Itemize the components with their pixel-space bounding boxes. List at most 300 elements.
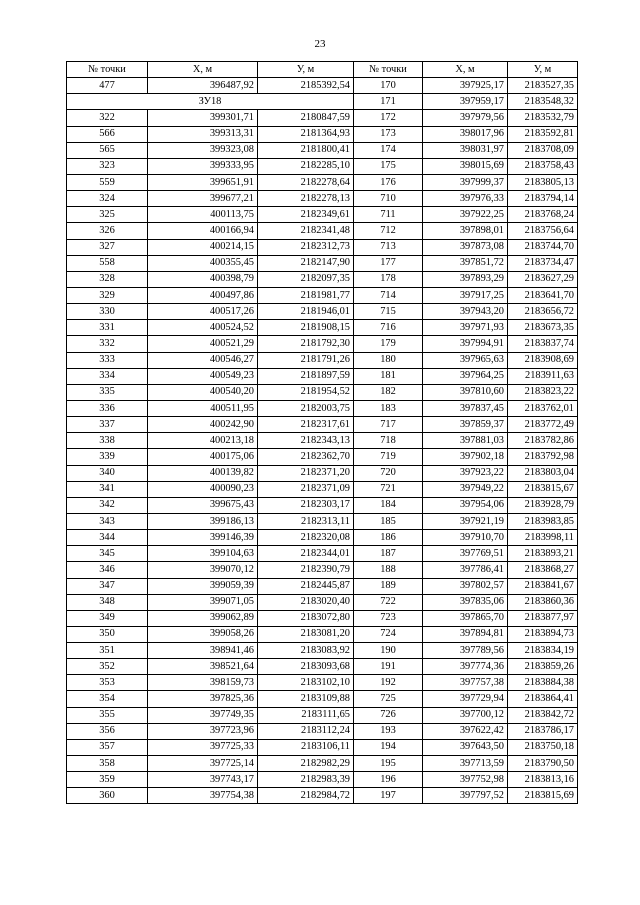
y-cell: 2182003,75 bbox=[258, 400, 354, 416]
x-cell: 397894,81 bbox=[423, 626, 508, 642]
x-cell: 399062,89 bbox=[148, 610, 258, 626]
y-cell: 2183548,32 bbox=[508, 94, 578, 110]
x-cell: 397921,19 bbox=[423, 513, 508, 529]
table-row bbox=[67, 223, 578, 239]
y-cell: 2183109,88 bbox=[258, 691, 354, 707]
y-cell: 2181800,41 bbox=[258, 142, 354, 158]
x-cell: 398017,96 bbox=[423, 126, 508, 142]
point-number-cell: 325 bbox=[67, 207, 148, 223]
y-cell: 2183744,70 bbox=[508, 239, 578, 255]
x-cell: 397789,56 bbox=[423, 643, 508, 659]
x-cell: 397774,36 bbox=[423, 659, 508, 675]
point-number-cell: 182 bbox=[354, 384, 423, 400]
x-cell: 397723,96 bbox=[148, 723, 258, 739]
point-number-cell: 329 bbox=[67, 287, 148, 303]
x-cell: 397922,25 bbox=[423, 207, 508, 223]
x-cell: 397622,42 bbox=[423, 723, 508, 739]
point-number-cell: 327 bbox=[67, 239, 148, 255]
x-cell: 399059,39 bbox=[148, 578, 258, 594]
point-number-cell: 351 bbox=[67, 643, 148, 659]
y-cell: 2183841,67 bbox=[508, 578, 578, 594]
header-point-number-right: № точки bbox=[354, 62, 423, 78]
y-cell: 2183786,17 bbox=[508, 723, 578, 739]
point-number-cell: 171 bbox=[354, 94, 423, 110]
y-cell: 2183860,36 bbox=[508, 594, 578, 610]
y-cell: 2182371,20 bbox=[258, 465, 354, 481]
table-row bbox=[67, 174, 578, 190]
x-cell: 399323,08 bbox=[148, 142, 258, 158]
y-cell: 2183803,04 bbox=[508, 465, 578, 481]
y-cell: 2183911,63 bbox=[508, 368, 578, 384]
point-number-cell: 334 bbox=[67, 368, 148, 384]
point-number-cell: 345 bbox=[67, 546, 148, 562]
point-number-cell: 719 bbox=[354, 449, 423, 465]
x-cell: 397725,33 bbox=[148, 739, 258, 755]
page-number: 23 bbox=[314, 38, 326, 50]
point-number-cell: 328 bbox=[67, 271, 148, 287]
table-row bbox=[67, 546, 578, 562]
x-cell: 397917,25 bbox=[423, 287, 508, 303]
x-cell: 398159,73 bbox=[148, 675, 258, 691]
point-number-cell: 194 bbox=[354, 739, 423, 755]
point-number-cell: 349 bbox=[67, 610, 148, 626]
y-cell: 2183112,24 bbox=[258, 723, 354, 739]
table-row bbox=[67, 207, 578, 223]
point-number-cell: 352 bbox=[67, 659, 148, 675]
point-number-cell: 173 bbox=[354, 126, 423, 142]
x-cell: 400546,27 bbox=[148, 352, 258, 368]
y-cell: 2183868,27 bbox=[508, 562, 578, 578]
point-number-cell: 196 bbox=[354, 772, 423, 788]
table-row bbox=[67, 594, 578, 610]
y-cell: 2181954,52 bbox=[258, 384, 354, 400]
y-cell: 2183842,72 bbox=[508, 707, 578, 723]
y-cell: 2183834,19 bbox=[508, 643, 578, 659]
y-cell: 2183734,47 bbox=[508, 255, 578, 271]
point-number-cell: 357 bbox=[67, 739, 148, 755]
point-number-cell: 711 bbox=[354, 207, 423, 223]
y-cell: 2183782,86 bbox=[508, 433, 578, 449]
x-cell: 397959,17 bbox=[423, 94, 508, 110]
y-cell: 2183020,40 bbox=[258, 594, 354, 610]
point-number-cell: 346 bbox=[67, 562, 148, 578]
x-cell: 399313,31 bbox=[148, 126, 258, 142]
x-cell: 397835,06 bbox=[423, 594, 508, 610]
point-number-cell: 354 bbox=[67, 691, 148, 707]
x-cell: 397810,60 bbox=[423, 384, 508, 400]
table-row bbox=[67, 691, 578, 707]
point-number-cell: 360 bbox=[67, 788, 148, 804]
point-number-cell: 353 bbox=[67, 675, 148, 691]
y-cell: 2183532,79 bbox=[508, 110, 578, 126]
table-row bbox=[67, 756, 578, 772]
table-row bbox=[67, 626, 578, 642]
y-cell: 2182285,10 bbox=[258, 158, 354, 174]
y-cell: 2182349,61 bbox=[258, 207, 354, 223]
x-cell: 397752,98 bbox=[423, 772, 508, 788]
y-cell: 2183864,41 bbox=[508, 691, 578, 707]
point-number-cell: 190 bbox=[354, 643, 423, 659]
x-cell: 398941,46 bbox=[148, 643, 258, 659]
point-number-cell: 191 bbox=[354, 659, 423, 675]
x-cell: 400175,06 bbox=[148, 449, 258, 465]
table-row bbox=[67, 513, 578, 529]
table-row bbox=[67, 433, 578, 449]
point-number-cell: 347 bbox=[67, 578, 148, 594]
table-row bbox=[67, 94, 578, 110]
table-row bbox=[67, 271, 578, 287]
table-row bbox=[67, 191, 578, 207]
y-cell: 2182312,73 bbox=[258, 239, 354, 255]
y-cell: 2182982,29 bbox=[258, 756, 354, 772]
y-cell: 2183893,21 bbox=[508, 546, 578, 562]
x-cell: 399071,05 bbox=[148, 594, 258, 610]
point-number-cell: 184 bbox=[354, 497, 423, 513]
x-cell: 397757,38 bbox=[423, 675, 508, 691]
y-cell: 2181364,93 bbox=[258, 126, 354, 142]
x-cell: 399651,91 bbox=[148, 174, 258, 190]
point-number-cell: 183 bbox=[354, 400, 423, 416]
y-cell: 2182341,48 bbox=[258, 223, 354, 239]
point-number-cell: 189 bbox=[354, 578, 423, 594]
y-cell: 2183823,22 bbox=[508, 384, 578, 400]
table-row bbox=[67, 610, 578, 626]
x-cell: 399104,63 bbox=[148, 546, 258, 562]
y-cell: 2183794,14 bbox=[508, 191, 578, 207]
point-number-cell: 559 bbox=[67, 174, 148, 190]
x-cell: 397902,18 bbox=[423, 449, 508, 465]
section-label: ЗУ18 bbox=[67, 94, 354, 110]
point-number-cell: 324 bbox=[67, 191, 148, 207]
point-number-cell: 188 bbox=[354, 562, 423, 578]
y-cell: 2182445,87 bbox=[258, 578, 354, 594]
x-cell: 397754,38 bbox=[148, 788, 258, 804]
y-cell: 2181791,26 bbox=[258, 352, 354, 368]
table-row bbox=[67, 481, 578, 497]
x-cell: 397851,72 bbox=[423, 255, 508, 271]
table-row bbox=[67, 304, 578, 320]
y-cell: 2183790,50 bbox=[508, 756, 578, 772]
table-row bbox=[67, 158, 578, 174]
point-number-cell: 193 bbox=[354, 723, 423, 739]
x-cell: 397943,20 bbox=[423, 304, 508, 320]
x-cell: 397802,57 bbox=[423, 578, 508, 594]
header-x-left: X, м bbox=[148, 62, 258, 78]
y-cell: 2183081,20 bbox=[258, 626, 354, 642]
y-cell: 2180847,59 bbox=[258, 110, 354, 126]
x-cell: 397971,93 bbox=[423, 320, 508, 336]
point-number-cell: 716 bbox=[354, 320, 423, 336]
x-cell: 398015,69 bbox=[423, 158, 508, 174]
point-number-cell: 326 bbox=[67, 223, 148, 239]
point-number-cell: 176 bbox=[354, 174, 423, 190]
table-row bbox=[67, 643, 578, 659]
y-cell: 2182303,17 bbox=[258, 497, 354, 513]
x-cell: 397865,70 bbox=[423, 610, 508, 626]
table-row bbox=[67, 465, 578, 481]
x-cell: 400139,82 bbox=[148, 465, 258, 481]
table-row bbox=[67, 449, 578, 465]
point-number-cell: 192 bbox=[354, 675, 423, 691]
point-number-cell: 333 bbox=[67, 352, 148, 368]
point-number-cell: 175 bbox=[354, 158, 423, 174]
point-number-cell: 343 bbox=[67, 513, 148, 529]
point-number-cell: 336 bbox=[67, 400, 148, 416]
x-cell: 397925,17 bbox=[423, 78, 508, 94]
y-cell: 2183527,35 bbox=[508, 78, 578, 94]
table-row bbox=[67, 384, 578, 400]
x-cell: 397700,12 bbox=[423, 707, 508, 723]
table-row bbox=[67, 78, 578, 94]
y-cell: 2182390,79 bbox=[258, 562, 354, 578]
table-row bbox=[67, 675, 578, 691]
y-cell: 2183768,24 bbox=[508, 207, 578, 223]
x-cell: 397729,94 bbox=[423, 691, 508, 707]
point-number-cell: 195 bbox=[354, 756, 423, 772]
y-cell: 2183641,70 bbox=[508, 287, 578, 303]
table-row bbox=[67, 659, 578, 675]
point-number-cell: 181 bbox=[354, 368, 423, 384]
y-cell: 2181908,15 bbox=[258, 320, 354, 336]
y-cell: 2182344,01 bbox=[258, 546, 354, 562]
point-number-cell: 185 bbox=[354, 513, 423, 529]
table-row bbox=[67, 287, 578, 303]
y-cell: 2183083,92 bbox=[258, 643, 354, 659]
point-number-cell: 718 bbox=[354, 433, 423, 449]
x-cell: 400540,20 bbox=[148, 384, 258, 400]
x-cell: 397769,51 bbox=[423, 546, 508, 562]
point-number-cell: 342 bbox=[67, 497, 148, 513]
y-cell: 2183877,97 bbox=[508, 610, 578, 626]
y-cell: 2183859,26 bbox=[508, 659, 578, 675]
x-cell: 397949,22 bbox=[423, 481, 508, 497]
point-number-cell: 340 bbox=[67, 465, 148, 481]
x-cell: 399301,71 bbox=[148, 110, 258, 126]
y-cell: 2182278,13 bbox=[258, 191, 354, 207]
x-cell: 397725,14 bbox=[148, 756, 258, 772]
point-number-cell: 323 bbox=[67, 158, 148, 174]
y-cell: 2183756,64 bbox=[508, 223, 578, 239]
point-number-cell: 715 bbox=[354, 304, 423, 320]
point-number-cell: 179 bbox=[354, 336, 423, 352]
y-cell: 2182371,09 bbox=[258, 481, 354, 497]
point-number-cell: 348 bbox=[67, 594, 148, 610]
y-cell: 2181946,01 bbox=[258, 304, 354, 320]
table-row bbox=[67, 368, 578, 384]
x-cell: 400549,23 bbox=[148, 368, 258, 384]
x-cell: 397964,25 bbox=[423, 368, 508, 384]
point-number-cell: 713 bbox=[354, 239, 423, 255]
x-cell: 397749,35 bbox=[148, 707, 258, 723]
y-cell: 2183772,49 bbox=[508, 417, 578, 433]
y-cell: 2183998,11 bbox=[508, 530, 578, 546]
y-cell: 2183908,69 bbox=[508, 352, 578, 368]
x-cell: 397898,01 bbox=[423, 223, 508, 239]
point-number-cell: 714 bbox=[354, 287, 423, 303]
point-number-cell: 725 bbox=[354, 691, 423, 707]
point-number-cell: 331 bbox=[67, 320, 148, 336]
point-number-cell: 726 bbox=[354, 707, 423, 723]
x-cell: 397999,37 bbox=[423, 174, 508, 190]
y-cell: 2182362,70 bbox=[258, 449, 354, 465]
point-number-cell: 335 bbox=[67, 384, 148, 400]
table-row bbox=[67, 126, 578, 142]
table-row bbox=[67, 530, 578, 546]
point-number-cell: 178 bbox=[354, 271, 423, 287]
x-cell: 400214,15 bbox=[148, 239, 258, 255]
y-cell: 2183894,73 bbox=[508, 626, 578, 642]
x-cell: 400398,79 bbox=[148, 271, 258, 287]
point-number-cell: 186 bbox=[354, 530, 423, 546]
table-row bbox=[67, 723, 578, 739]
x-cell: 400113,75 bbox=[148, 207, 258, 223]
y-cell: 2182278,64 bbox=[258, 174, 354, 190]
x-cell: 397873,08 bbox=[423, 239, 508, 255]
point-number-cell: 177 bbox=[354, 255, 423, 271]
point-number-cell: 180 bbox=[354, 352, 423, 368]
y-cell: 2183102,10 bbox=[258, 675, 354, 691]
y-cell: 2185392,54 bbox=[258, 78, 354, 94]
y-cell: 2183111,65 bbox=[258, 707, 354, 723]
table-row bbox=[67, 417, 578, 433]
y-cell: 2183072,80 bbox=[258, 610, 354, 626]
header-y-right: У, м bbox=[508, 62, 578, 78]
point-number-cell: 720 bbox=[354, 465, 423, 481]
x-cell: 400213,18 bbox=[148, 433, 258, 449]
y-cell: 2182343,13 bbox=[258, 433, 354, 449]
x-cell: 397786,41 bbox=[423, 562, 508, 578]
table-row bbox=[67, 320, 578, 336]
y-cell: 2182983,39 bbox=[258, 772, 354, 788]
table-row bbox=[67, 239, 578, 255]
point-number-cell: 170 bbox=[354, 78, 423, 94]
table-row bbox=[67, 578, 578, 594]
table-row bbox=[67, 497, 578, 513]
point-number-cell: 358 bbox=[67, 756, 148, 772]
table-row bbox=[67, 336, 578, 352]
point-number-cell: 712 bbox=[354, 223, 423, 239]
x-cell: 400090,23 bbox=[148, 481, 258, 497]
y-cell: 2183656,72 bbox=[508, 304, 578, 320]
x-cell: 397797,52 bbox=[423, 788, 508, 804]
table-header-row bbox=[67, 62, 578, 78]
y-cell: 2183762,01 bbox=[508, 400, 578, 416]
y-cell: 2182984,72 bbox=[258, 788, 354, 804]
x-cell: 399146,39 bbox=[148, 530, 258, 546]
point-number-cell: 723 bbox=[354, 610, 423, 626]
x-cell: 397994,91 bbox=[423, 336, 508, 352]
x-cell: 397643,50 bbox=[423, 739, 508, 755]
x-cell: 400166,94 bbox=[148, 223, 258, 239]
y-cell: 2182313,11 bbox=[258, 513, 354, 529]
point-number-cell: 565 bbox=[67, 142, 148, 158]
y-cell: 2182147,90 bbox=[258, 255, 354, 271]
y-cell: 2183708,09 bbox=[508, 142, 578, 158]
y-cell: 2183805,13 bbox=[508, 174, 578, 190]
x-cell: 397743,17 bbox=[148, 772, 258, 788]
table-row bbox=[67, 772, 578, 788]
x-cell: 400355,45 bbox=[148, 255, 258, 271]
y-cell: 2181792,30 bbox=[258, 336, 354, 352]
point-number-cell: 330 bbox=[67, 304, 148, 320]
x-cell: 397859,37 bbox=[423, 417, 508, 433]
y-cell: 2183884,38 bbox=[508, 675, 578, 691]
point-number-cell: 355 bbox=[67, 707, 148, 723]
point-number-cell: 566 bbox=[67, 126, 148, 142]
table-row bbox=[67, 110, 578, 126]
point-number-cell: 172 bbox=[354, 110, 423, 126]
point-number-cell: 350 bbox=[67, 626, 148, 642]
point-number-cell: 197 bbox=[354, 788, 423, 804]
x-cell: 400524,52 bbox=[148, 320, 258, 336]
x-cell: 399675,43 bbox=[148, 497, 258, 513]
x-cell: 397965,63 bbox=[423, 352, 508, 368]
y-cell: 2183792,98 bbox=[508, 449, 578, 465]
x-cell: 400521,29 bbox=[148, 336, 258, 352]
x-cell: 399070,12 bbox=[148, 562, 258, 578]
x-cell: 399058,26 bbox=[148, 626, 258, 642]
y-cell: 2182097,35 bbox=[258, 271, 354, 287]
point-number-cell: 344 bbox=[67, 530, 148, 546]
point-number-cell: 341 bbox=[67, 481, 148, 497]
x-cell: 400242,90 bbox=[148, 417, 258, 433]
point-number-cell: 722 bbox=[354, 594, 423, 610]
x-cell: 399333,95 bbox=[148, 158, 258, 174]
y-cell: 2182320,08 bbox=[258, 530, 354, 546]
table-body bbox=[67, 78, 578, 804]
x-cell: 398031,97 bbox=[423, 142, 508, 158]
point-number-cell: 337 bbox=[67, 417, 148, 433]
y-cell: 2181897,59 bbox=[258, 368, 354, 384]
table-row bbox=[67, 400, 578, 416]
y-cell: 2182317,61 bbox=[258, 417, 354, 433]
y-cell: 2183627,29 bbox=[508, 271, 578, 287]
point-number-cell: 338 bbox=[67, 433, 148, 449]
x-cell: 398521,64 bbox=[148, 659, 258, 675]
x-cell: 396487,92 bbox=[148, 78, 258, 94]
y-cell: 2183758,43 bbox=[508, 158, 578, 174]
point-number-cell: 477 bbox=[67, 78, 148, 94]
header-y-left: У, м bbox=[258, 62, 354, 78]
point-number-cell: 359 bbox=[67, 772, 148, 788]
table-row bbox=[67, 142, 578, 158]
y-cell: 2183983,85 bbox=[508, 513, 578, 529]
y-cell: 2183928,79 bbox=[508, 497, 578, 513]
header-x-right: X, м bbox=[423, 62, 508, 78]
table-row bbox=[67, 739, 578, 755]
point-number-cell: 174 bbox=[354, 142, 423, 158]
x-cell: 397976,33 bbox=[423, 191, 508, 207]
y-cell: 2183673,35 bbox=[508, 320, 578, 336]
coordinates-table bbox=[66, 61, 578, 804]
x-cell: 400511,95 bbox=[148, 400, 258, 416]
x-cell: 397893,29 bbox=[423, 271, 508, 287]
x-cell: 397954,06 bbox=[423, 497, 508, 513]
x-cell: 397979,56 bbox=[423, 110, 508, 126]
y-cell: 2183813,16 bbox=[508, 772, 578, 788]
y-cell: 2183093,68 bbox=[258, 659, 354, 675]
point-number-cell: 558 bbox=[67, 255, 148, 271]
point-number-cell: 721 bbox=[354, 481, 423, 497]
x-cell: 397825,36 bbox=[148, 691, 258, 707]
y-cell: 2183106,11 bbox=[258, 739, 354, 755]
x-cell: 397881,03 bbox=[423, 433, 508, 449]
y-cell: 2181981,77 bbox=[258, 287, 354, 303]
table-row bbox=[67, 788, 578, 804]
header-point-number-left: № точки bbox=[67, 62, 148, 78]
table-row bbox=[67, 352, 578, 368]
point-number-cell: 724 bbox=[354, 626, 423, 642]
